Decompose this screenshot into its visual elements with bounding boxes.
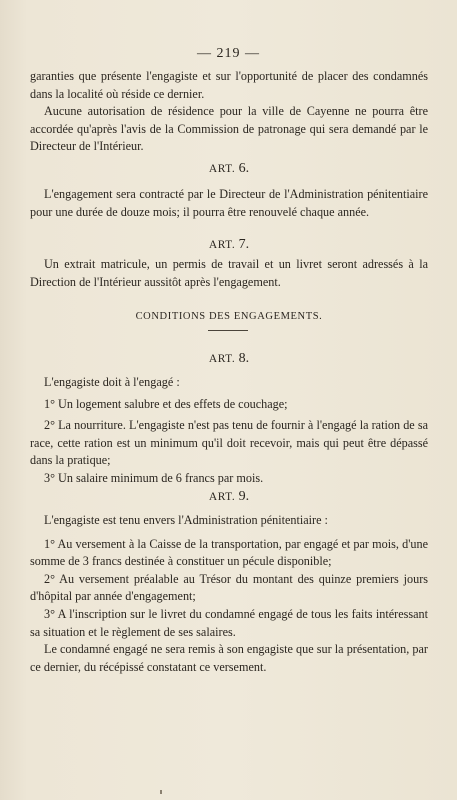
section-divider xyxy=(208,330,248,331)
paragraph: 3° A l'inscription sur le livret du condamné engagé de tous les faits intéressant sa situation et le règlement de ses salaires. xyxy=(30,606,428,639)
article-number: 6. xyxy=(238,161,250,176)
article-heading-8 xyxy=(30,350,428,369)
paragraph: L'engagement sera contracté par le Directeur de l'Administration pénitentiaire pour une durée de douze mois; il pourra être renouvelé chaque année. xyxy=(30,187,428,219)
body-text-top xyxy=(30,68,428,156)
body-text-art9 xyxy=(30,512,428,676)
paragraph: garanties que présente l'engagiste et sur l'opportunité de placer des condamnés dans la localité où réside ce dernier. xyxy=(30,69,428,101)
paragraph: 1° Un logement salubre et des effets de couchage; xyxy=(44,396,288,411)
article-label: ART. xyxy=(208,491,236,503)
article-label: ART. xyxy=(208,239,236,251)
article-heading-9 xyxy=(30,488,428,507)
article-label: ART. xyxy=(208,163,236,175)
article-number: 8. xyxy=(238,351,250,366)
paragraph: Le condamné engagé ne sera remis à son engagiste que sur la présentation, par ce dernier, du récépissé constatant ce versement. xyxy=(30,642,428,674)
page-mark xyxy=(160,790,162,794)
article-number: 7. xyxy=(238,237,250,252)
paragraph: Un extrait matricule, un permis de travail et un livret seront adressés à la Direction de l'Intérieur aussitôt après l'engagement. xyxy=(30,257,428,289)
body-text-art8 xyxy=(30,374,428,488)
paragraph: 2° La nourriture. L'engagiste n'est pas tenu de fournir à l'engagé la ration de sa race, cette ration est un minimum qu'il doit recevoir, mais qui peut être dépassé dans la pratique; xyxy=(30,418,428,468)
section-title: CONDITIONS DES ENGAGEMENTS. xyxy=(135,311,323,322)
paragraph: Aucune autorisation de résidence pour la ville de Cayenne ne pourra être accordée qu'après l'avis de la Commission de patronage qui sera demandé par le Directeur de l'Intérieur. xyxy=(30,104,428,154)
article-heading-6 xyxy=(30,160,428,179)
paragraph: 2° Au versement préalable au Trésor du montant des quinze premiers jours d'hôpital par année d'engagement; xyxy=(30,571,428,604)
paragraph: L'engagiste doit à l'engagé : xyxy=(44,375,180,389)
paragraph: 3° Un salaire minimum de 6 francs par mois. xyxy=(44,470,264,485)
body-text-art6 xyxy=(30,186,428,221)
article-number: 9. xyxy=(238,489,250,504)
page-number: — 219 — xyxy=(197,46,260,61)
article-heading-7 xyxy=(30,236,428,255)
body-text-art7 xyxy=(30,256,428,291)
paragraph: L'engagiste est tenu envers l'Administration pénitentiaire : xyxy=(44,513,328,527)
article-label: ART. xyxy=(208,353,236,365)
paragraph: 1° Au versement à la Caisse de la transportation, par engagé et par mois, d'une somme de 3 francs destinée à constituer un pécule disponible; xyxy=(30,536,428,569)
